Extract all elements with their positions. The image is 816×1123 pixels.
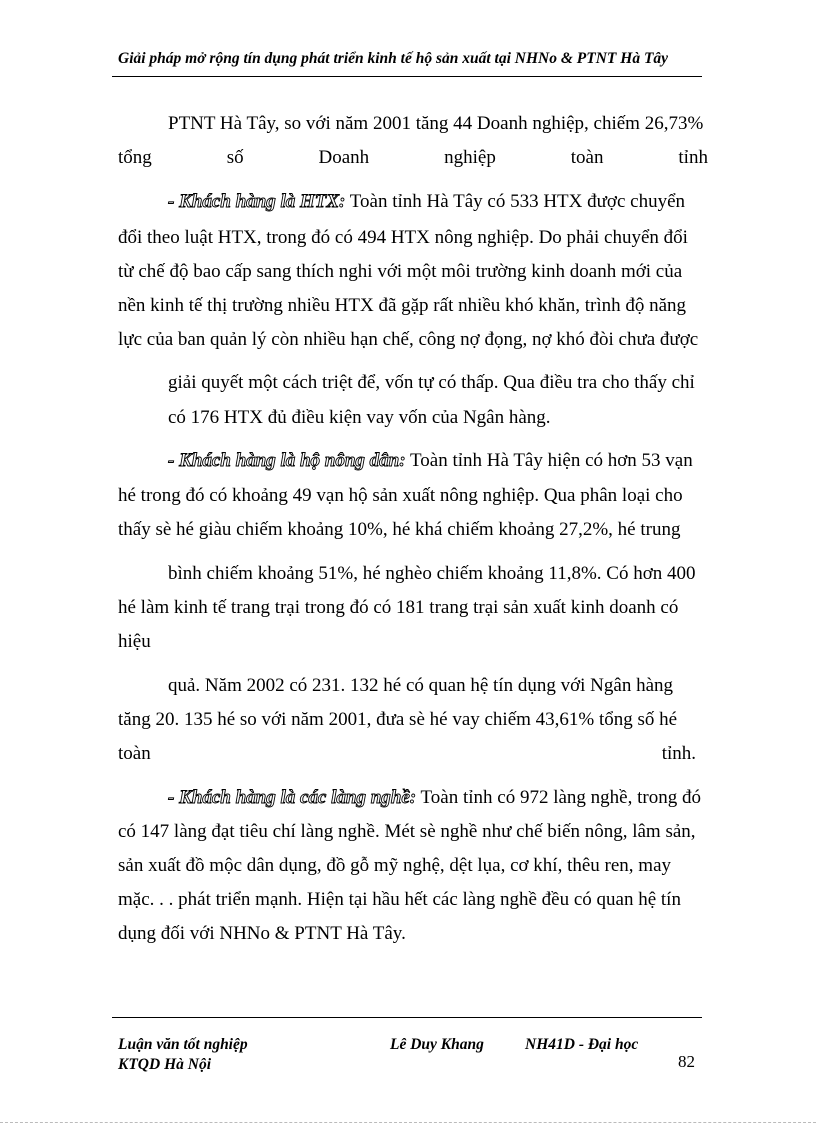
word: tổng	[118, 147, 152, 168]
section-label-ho-nong-dan: - Khách hàng là hộ nông dân:	[168, 450, 406, 471]
word: số	[226, 147, 244, 168]
word: Doanh	[318, 147, 370, 168]
body-line: bình chiếm khoảng 51%, hé nghèo chiếm khoảng 11,8%. Có hơn 400	[168, 563, 696, 584]
body-line: nền kinh tế thị trường nhiều HTX đã gặp rất nhiều khó khăn, trình độ năng	[118, 295, 687, 316]
body-line	[168, 788, 701, 807]
word: nghiệp	[444, 147, 496, 168]
justified-line	[118, 744, 696, 763]
body-line: đổi theo luật HTX, trong đó có 494 HTX nông nghiệp. Do phải chuyển đổi	[118, 227, 688, 248]
footer-author: Lê Duy Khang	[390, 1036, 484, 1053]
body-line: mặc. . . phát triển mạnh. Hiện tại hầu hết các làng nghề đều có quan hệ tín	[118, 889, 681, 910]
body-text: Toàn tỉnh Hà Tây có 533 HTX được chuyển	[345, 191, 686, 212]
section-label-lang-nghe: - Khách hàng là các làng nghề:	[168, 787, 417, 808]
footer-thesis: Luận văn tốt nghiệp	[118, 1036, 248, 1053]
body-line: hiệu	[118, 631, 151, 652]
body-line: giải quyết một cách triệt để, vốn tự có thấp. Qua điều tra cho thấy chỉ	[168, 372, 695, 393]
word: tỉnh.	[661, 743, 696, 764]
body-line: thấy sè hé giàu chiếm khoảng 10%, hé khá chiếm khoảng 27,2%, hé trung	[118, 519, 681, 540]
body-line	[168, 451, 693, 470]
body-line: lực của ban quản lý còn nhiều hạn chế, công nợ đọng, nợ khó đòi chưa được	[118, 329, 699, 350]
body-text: Toàn tỉnh Hà Tây hiện có hơn 53 vạn	[405, 450, 693, 471]
body-line: hé trong đó có khoảng 49 vạn hộ sản xuất nông nghiệp. Qua phân loại cho	[118, 485, 683, 506]
header-rule	[112, 76, 702, 77]
footer-class: NH41D - Đại học	[525, 1036, 639, 1053]
body-line: PTNT Hà Tây, so với năm 2001 tăng 44 Doanh nghiệp, chiếm 26,73%	[168, 113, 704, 134]
body-line: tăng 20. 135 hé so với năm 2001, đưa sè hé vay chiếm 43,61% tổng số hé	[118, 709, 678, 730]
body-line: từ chế độ bao cấp sang thích nghi với một môi trường kinh doanh mới của	[118, 261, 683, 282]
footer-rule	[112, 1017, 702, 1018]
word: tỉnh	[678, 147, 708, 168]
body-line	[168, 192, 685, 211]
footer-university: KTQD Hà Nội	[118, 1056, 211, 1073]
page-number: 82	[678, 1052, 695, 1071]
body-text: Toàn tỉnh có 972 làng nghề, trong đó	[416, 787, 701, 808]
justified-line	[118, 148, 708, 167]
body-line: quả. Năm 2002 có 231. 132 hé có quan hệ tín dụng với Ngân hàng	[168, 675, 674, 696]
section-label-htx: - Khách hàng là HTX:	[168, 191, 346, 212]
body-line: sản xuất đồ mộc dân dụng, đồ gỗ mỹ nghệ, dệt lụa, cơ khí, thêu ren, may	[118, 855, 672, 876]
word: toàn	[118, 743, 151, 764]
body-line: dụng đối với NHNo & PTNT Hà Tây.	[118, 923, 406, 944]
page-header: Giải pháp mở rộng tín dụng phát triển kinh tế hộ sản xuất tại NHNo & PTNT Hà Tây	[118, 50, 669, 67]
body-line: có 176 HTX đủ điều kiện vay vốn của Ngân hàng.	[168, 407, 551, 428]
body-line: có 147 làng đạt tiêu chí làng nghề. Mét sè nghề như chế biến nông, lâm sản,	[118, 821, 696, 842]
body-line: hé làm kinh tế trang trại trong đó có 181 trang trại sản xuất kinh doanh có	[118, 597, 679, 618]
word: toàn	[570, 147, 604, 168]
